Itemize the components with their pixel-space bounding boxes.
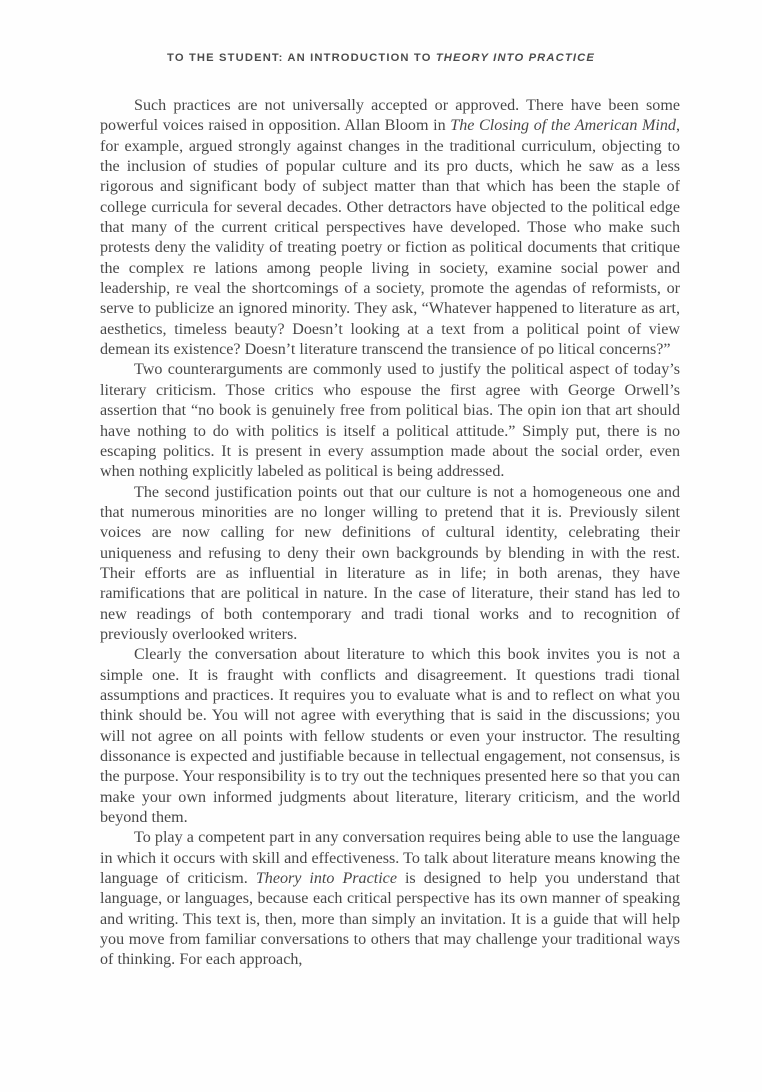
body-paragraph: The second justification points out that our culture is not a homogeneous one and that numerous minorities are no longer willing to pretend that it is. Previously silent voices are now calling for new definitions of cultural identity, celebrating their uniqueness and refusing to deny their own backgrounds by blending in with the rest. Their efforts are as influential in literature as in life; in both arenas, they have ramifications that are political in nature. In the case of literature, their stand has led to new readings of both contemporary and tradi tional works and to recognition of previously overlooked writers. xyxy=(100,483,680,643)
body-paragraph: Clearly the conversation about literature to which this book invites you is not a simple one. It is fraught with conflicts and disagreement. It questions tradi tional assumptions and practices. It requires you to evaluate what is and to reflect on what you think should be. You will not agree with everything that is said in the discussions; you will not agree on all points with fellow students or even your instructor. The resulting dissonance is expected and justifiable because in tellectual engagement, not consensus, is the purpose. Your responsibility is to try out the techniques presented here so that you can make your own informed judgments about literature, literary criticism, and the world beyond them. xyxy=(100,646,680,827)
body-text-block xyxy=(100,96,680,971)
italic-title: Theory into Practice xyxy=(255,870,397,888)
running-head-book-title: THEORY INTO PRACTICE xyxy=(435,52,595,64)
body-paragraph: To play a competent part in any conversation requires being able to use the language in which it occurs with skill and effectiveness. To talk about literature means knowing the language of criticism. Theory into Practice is designed to help you understand that language, or languages, because each critical perspective has its own manner of speaking and writing. This text is, then, more than simply an invitation. It is a guide that will help you move from familiar conversations to others that may challenge your traditional ways of thinking. For each approach, xyxy=(100,829,681,969)
body-paragraph: Two counterarguments are commonly used to justify the political aspect of today’s literary criticism. Those critics who espouse the first agree with George Orwell’s assertion that “no book is genuinely free from political bias. The opin ion that art should have nothing to do with politics is itself a political attitude.” Simply put, there is no escaping politics. It is present in every assumption made about the social order, even when nothing explicitly labeled as political is being addressed. xyxy=(100,361,680,481)
running-head xyxy=(0,52,762,64)
body-paragraph: Such practices are not universally accepted or approved. There have been some powerful voices raised in opposition. Allan Bloom in The Closing of the American Mind, for example, argued strongly against changes in the traditional curriculum, objecting to the inclusion of studies of popular culture and its pro ducts, which he saw as a less rigorous and significant body of subject matter than that which has been the staple of college curricula for several decades. Other detractors have objected to the political edge that many of the current critical perspectives have developed. Those who make such protests deny the validity of treating poetry or fiction as political documents that critique the complex re lations among people living in society, examine social power and leadership, re veal the shortcomings of a society, promote the agendas of reformists, or serve to publicize an ignored minority. They ask, “Whatever happened to literature as art, aesthetics, timeless beauty? Doesn’t looking at a text from a political point of view demean its existence? Doesn’t literature transcend the transience of po litical concerns?” xyxy=(100,97,680,359)
italic-title: The Closing of the American Mind xyxy=(450,117,676,135)
running-head-prefix: TO THE STUDENT: AN INTRODUCTION TO xyxy=(167,52,436,64)
